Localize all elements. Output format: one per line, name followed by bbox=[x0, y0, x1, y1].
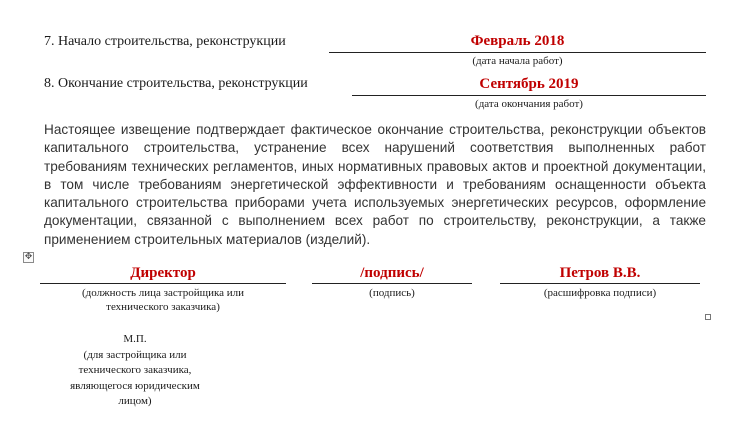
end-date-underline bbox=[352, 95, 706, 96]
stamp-note-line-3: являющегося юридическим bbox=[70, 379, 200, 392]
end-date-value[interactable]: Сентябрь 2019 bbox=[479, 76, 579, 92]
stamp-note-line-4: лицом) bbox=[118, 395, 152, 407]
signer-position-hint-1: (должность лица застройщика или bbox=[81, 287, 245, 299]
signer-name-underline bbox=[500, 283, 700, 284]
notice-paragraph: Настоящее извещение подтверждает фактическое окончание строительства, реконструкции объектов капитального строительства, устранение всех нарушений соответствия выполненных работ требованиям технических регламентов, иных нормативных правовых актов и проектной документации, в том числе требованиям энергетической эффективности и требованиям оснащенности объекта капитального строительства приборами учета используемых энергетических ресурсов, оформление документации, связанной с выполнением всех работ по строительству, реконструкции, а также применением строительных материалов (изделий). bbox=[44, 122, 706, 247]
stamp-note-line-2: технического заказчика, bbox=[78, 364, 192, 376]
end-date-hint: (дата окончания работ) bbox=[475, 98, 583, 110]
signer-name-value[interactable]: Петров В.В. bbox=[559, 265, 641, 281]
signer-name-hint: (расшифровка подписи) bbox=[543, 287, 657, 299]
stamp-note-line-1: (для застройщика или bbox=[83, 348, 187, 361]
start-date-label: 7. Начало строительства, реконструкции bbox=[44, 34, 286, 49]
signature-hint: (подпись) bbox=[369, 287, 415, 299]
start-date-hint: (дата начала работ) bbox=[472, 55, 563, 67]
signature-underline bbox=[312, 283, 472, 284]
move-handle-icon[interactable]: ✥ bbox=[24, 252, 33, 262]
start-date-value[interactable]: Февраль 2018 bbox=[470, 33, 565, 49]
signer-position-underline bbox=[40, 283, 286, 284]
signature-value[interactable]: /подпись/ bbox=[360, 265, 424, 281]
end-date-label: 8. Окончание строительства, реконструкции bbox=[44, 76, 308, 91]
signer-position-hint-2: технического заказчика) bbox=[106, 301, 220, 313]
table-resize-handle[interactable] bbox=[705, 314, 711, 320]
stamp-mark: М.П. bbox=[123, 333, 147, 345]
start-date-underline bbox=[329, 52, 706, 53]
stamp-block bbox=[55, 332, 215, 410]
signer-position-value[interactable]: Директор bbox=[130, 265, 196, 281]
